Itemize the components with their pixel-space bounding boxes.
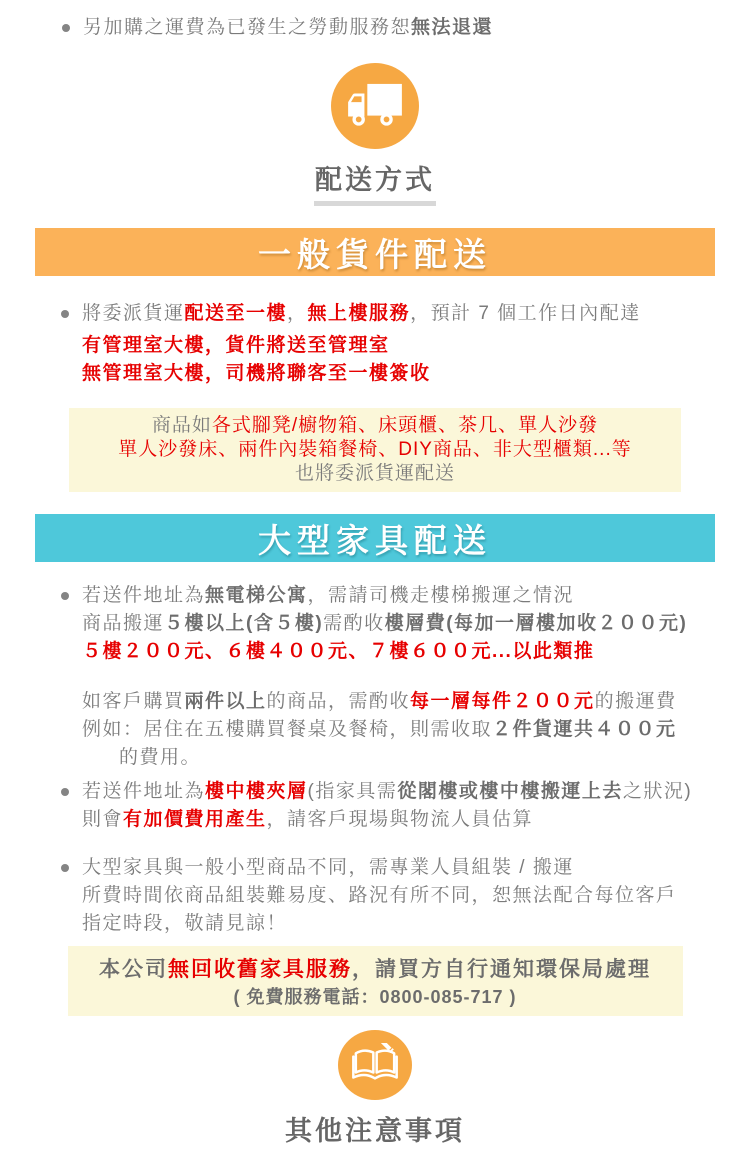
- floor-fee-examples: ５樓２００元、６樓４００元、７樓６００元...以此類推: [82, 641, 595, 662]
- small-items-notebox: [69, 408, 681, 492]
- walkup-line2: [82, 610, 712, 638]
- assembly-text: [82, 854, 712, 938]
- service-phone-line: ( 免費服務電話：0800-085-717 ): [233, 987, 517, 1007]
- text-run: 將委派貨運: [82, 303, 185, 324]
- top-note-emphasis: 無法退還: [411, 17, 494, 38]
- assembly-bullet: [61, 854, 712, 938]
- text-run: 的搬運費: [594, 691, 677, 712]
- loft-bullet: [61, 778, 712, 834]
- no-recycle-line1: [68, 956, 683, 984]
- delivery-method-title: 配送方式: [315, 165, 435, 195]
- walkup-line1: [82, 582, 712, 610]
- general-delivery-bullet: [61, 300, 712, 388]
- text-run: 商品如: [151, 415, 212, 436]
- text-run-bold: ５樓以上(含５樓): [164, 613, 324, 634]
- text-run: 商品搬運: [82, 613, 165, 634]
- loft-line2: [82, 806, 712, 834]
- multi-item-fee-paragraph: [82, 688, 712, 772]
- text-run-red: 樓中樓夾層: [205, 781, 308, 802]
- delivery-method-header: [0, 63, 750, 206]
- text-run-bold: 本公司: [99, 958, 168, 981]
- assembly-line3: 指定時段，敬請見諒！: [82, 913, 288, 934]
- bullet-dot-icon: [61, 592, 69, 600]
- assembly-line2: 所費時間依商品組裝難易度、路況有所不同，恕無法配合每位客戶: [82, 885, 677, 906]
- general-delivery-text: [82, 300, 712, 388]
- text-run-bold: 兩件以上: [184, 691, 267, 712]
- multi-item-line2: [82, 716, 712, 744]
- general-delivery-banner: 一般貨件配送: [35, 228, 715, 276]
- text-run: (指家具需: [307, 781, 398, 802]
- top-note-text: [83, 14, 493, 41]
- title-underline: [314, 201, 436, 206]
- text-run-bold: 無電梯公寓: [205, 585, 308, 606]
- text-run-bold: 樓層費: [384, 613, 447, 634]
- multi-item-line1: [82, 688, 712, 716]
- text-run-bold: 從閣樓或樓中樓搬運上去: [397, 781, 623, 802]
- walkup-apartment-text: [82, 582, 712, 666]
- general-line1: [82, 300, 712, 328]
- top-note: [62, 14, 710, 41]
- text-run: ，: [287, 303, 308, 324]
- text-run: 則會: [82, 809, 124, 830]
- book-pen-icon: [338, 1030, 412, 1100]
- text-run-bold: ２件貨運共４００元: [492, 719, 677, 740]
- text-run: ，預計 7 個工作日內配達: [410, 303, 641, 324]
- loft-text: [82, 778, 712, 834]
- other-notes-header: [0, 1030, 750, 1151]
- large-furniture-banner: 大型家具配送: [35, 514, 715, 562]
- truck-icon: [331, 63, 419, 149]
- top-note-prefix: 另加購之運費為已發生之勞動服務恕: [83, 17, 412, 38]
- text-run: 的商品，需酌收: [266, 691, 411, 712]
- text-run: ，需請司機走樓梯搬運之情況: [307, 585, 575, 606]
- bullet-dot-icon: [62, 24, 70, 32]
- text-run-bold: ，請買方自行通知環保局處理: [352, 958, 651, 981]
- management-office-note: [82, 332, 712, 388]
- text-run-bold: (每加一層樓加收２００元): [446, 613, 688, 634]
- text-run-red: 各式腳凳/櫥物箱、床頭櫃、茶几、單人沙發: [211, 415, 599, 436]
- assembly-line1: 大型家具與一般小型商品不同，需專業人員組裝 / 搬運: [82, 857, 574, 878]
- notebox-line2: 單人沙發床、兩件內裝箱餐椅、DIY商品、非大型櫃類...等: [118, 439, 632, 460]
- other-notes-title: 其他注意事項: [285, 1116, 465, 1146]
- notebox-line3: 也將委派貨運配送: [294, 463, 455, 484]
- text-run: ，請客戶現場與物流人員估算: [266, 809, 534, 830]
- text-run: 如客戶購買: [82, 691, 185, 712]
- management-note-line2: 無管理室大樓，司機將聯客至一樓簽收: [82, 363, 431, 384]
- text-run-red: 無回收舊家具服務: [168, 958, 352, 981]
- text-run: 若送件地址為: [82, 781, 206, 802]
- no-recycle-notebox: [68, 946, 683, 1016]
- text-run: 若送件地址為: [82, 585, 206, 606]
- bullet-dot-icon: [61, 310, 69, 318]
- text-run-red: 配送至一樓: [184, 303, 288, 324]
- multi-item-line3: 的費用。: [119, 747, 202, 768]
- notebox-line1: [69, 414, 681, 438]
- text-run-red: 無上樓服務: [307, 303, 411, 324]
- text-run: 需酌收: [323, 613, 385, 634]
- text-run: 例如：居住在五樓購買餐桌及餐椅，則需收取: [82, 719, 493, 740]
- bullet-dot-icon: [61, 788, 69, 796]
- text-run: 之狀況): [622, 781, 693, 802]
- walkup-apartment-bullet: [61, 582, 712, 666]
- text-run-red: 每一層每件２００元: [410, 691, 595, 712]
- management-note-line1: 有管理室大樓，貨件將送至管理室: [82, 335, 390, 356]
- bullet-dot-icon: [61, 864, 69, 872]
- loft-line1: [82, 778, 712, 806]
- text-run-red: 有加價費用產生: [123, 809, 267, 830]
